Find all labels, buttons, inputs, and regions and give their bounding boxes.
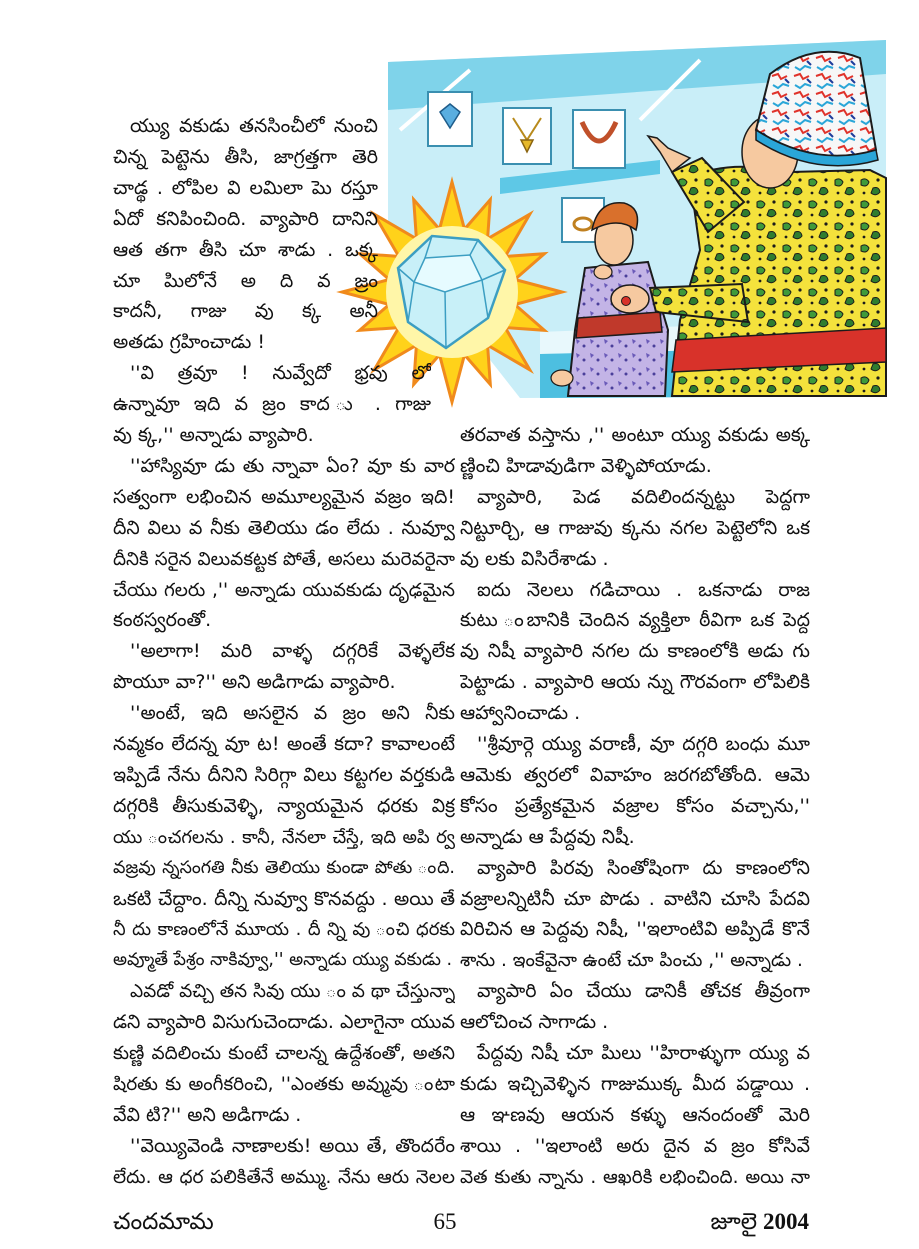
text-line: కంఠస్వరంతో.	[113, 609, 212, 632]
text-line: ''వి త్రవూ ! నువ్వేదో భ్రవు లో	[130, 362, 431, 385]
text-line: ''వెయ్యివెండి నాణాలకు! అయి తే, తొందరేం	[130, 1134, 455, 1157]
text-line: వు నిషీ వ్యాపారి నగల దు కాణంలోకి అడు గు	[460, 640, 810, 663]
text-line: వు లకు విసిరేశాడు .	[460, 547, 609, 570]
text-line: ఆమెకు త్వరలో వివాహం జరగబోతోంది. ఆమె	[460, 763, 810, 786]
boy-hand	[551, 370, 573, 386]
text-line: ఒకటి చేద్దాం. దీన్ని నువ్వూ కొనవద్దు . అయి తే	[113, 887, 455, 910]
text-line: చేయు గలరు ,'' అన్నాడు యువకుడు దృఢమైన	[113, 579, 455, 601]
text-line: కుడు ఇచ్చివెళ్ళిన గాజుముక్క మీద పడ్డాయి .	[460, 1072, 810, 1095]
text-line: శాను . ఇంకేవైనా ఉంటే చూ పించు ,'' అన్నాడు .	[460, 950, 803, 972]
text-line: తరవాత వస్తాను ,'' అంటూ య్యు వకుడు అక్క	[460, 424, 810, 446]
text-line: అవ్మూతే పేశ్రం నాకివ్వూ,'' అన్నాడు య్యు వకుడు .	[113, 950, 453, 971]
text-line: వ్యాపారి, పెడ వదిలిందన్నట్టు పెద్దగా	[477, 485, 810, 508]
boy-hand	[594, 265, 612, 279]
text-line: వజ్రవు న్నసంగతి నీకు తెలియు కుండా పోతు ంది.	[113, 857, 455, 878]
text-line: చిన్న పెట్టెను తీసి, జాగ్రత్తగా తెరి	[113, 145, 378, 168]
text-line: సత్వంగా లభించిన అమూల్యమైన వజ్రం ఇది!	[113, 485, 455, 508]
text-line: వ్యాపారి ఏం చేయు డానికీ తోచక తీవ్రంగా	[477, 980, 810, 1003]
page-number: 65	[433, 1209, 457, 1234]
text-line: ఉన్నావూ ఇది వ జ్రం కాద ు . గాజు	[113, 393, 431, 416]
text-line: వ్యాపారి పిరవు సింతోషింగా దు కాణంలోని	[477, 856, 810, 879]
text-line: ఎవడో వచ్చి తన సివు యు ం వ థా చేస్తున్నా	[130, 981, 455, 1003]
text-line: ఆత తగా తీసి చూ శాడు . ఒక్క	[113, 238, 378, 261]
text-line: పొయూ వా?'' అని అడిగాడు వ్యాపారి.	[113, 671, 396, 694]
page-footer	[0, 1204, 919, 1240]
issue-month: జూలై	[710, 1209, 757, 1235]
text-line: ఐదు నెలలు గడిచాయి . ఒకనాడు రాజ	[477, 578, 810, 601]
text-line: వెత కుతు న్నాను . ఆఖరికి లభించింది. అయి నా	[460, 1166, 810, 1188]
text-line: ఇప్పిడే నేను దీనిని సిరిగ్గా విలు కట్టగల వర్తకుడి	[113, 763, 455, 786]
text-line: పెట్టాడు . వ్యాపారి ఆయ న్ను గౌరవంగా లోపిలికి	[460, 671, 810, 694]
text-line: విరిచిన ఆ పెద్దవు నిషీ, ''ఇలాంటివి అప్పిడే కొనే	[460, 918, 810, 941]
text-line: ఆలోచించ సాగాడు .	[460, 1011, 609, 1034]
text-line: కోసం ప్రత్యేకమైన వజ్రాల కోసం వచ్చాను,''	[460, 794, 810, 817]
text-line: దీని విలు వ నీకు తెలియు డం లేదు . నువ్వూ	[113, 516, 455, 539]
magazine-name: చందమామ	[113, 1209, 214, 1235]
left-text-column	[113, 111, 458, 1201]
issue-year: 2004	[763, 1209, 809, 1234]
text-line: అన్నాడు ఆ పేద్దవు నిషీ.	[460, 825, 635, 848]
text-line: ఆహ్వానించాడు .	[460, 702, 581, 725]
ring-icon	[622, 297, 631, 306]
text-line: నీ దు కాణంలోనే మూయ . దీ న్ని వు ంచి ధరకు	[113, 919, 455, 941]
issue-date	[710, 1204, 809, 1240]
text-line: ఏదో కనిపించింది. వ్యాపారి దానిని	[113, 207, 378, 230]
text-line: దీనికి సరైన విలువకట్టక పోతే, అసలు మరెవరైనా	[113, 548, 455, 570]
text-line: ణ్ణించి హిడావుడిగా వెళ్ళిపోయాడు.	[460, 454, 712, 477]
text-line: డని వ్యాపారి విసుగుచెందాడు. ఎలాగైనా యువ	[113, 1011, 455, 1034]
text-line: ''హాస్యివూ డు తు న్నావా ఏం? వూ కు వార	[130, 454, 455, 477]
text-line: దగ్గరికి తీసుకువెళ్ళి, న్యాయమైన ధరకు విక్ర	[113, 794, 455, 817]
text-line: ''శ్రీవూర్గె య్యు వరాణీ, వూ దగ్గరి బంధు మూ	[477, 733, 810, 755]
text-line: చూ పిులోనే అ ది వ జ్రం	[113, 269, 378, 292]
text-line: వేవి టి?'' అని అడిగాడు .	[113, 1103, 302, 1126]
text-line: నవ్మకం లేదన్న వూ ట! అంతే కదా? కావాలంటే	[113, 733, 455, 755]
text-line: అతడు గ్రహించాడు !	[113, 331, 266, 354]
display-card	[503, 108, 551, 164]
text-line: లేదు. ఆ ధర పలికితేనే అమ్ము. నేను ఆరు నెలల	[113, 1166, 455, 1188]
text-line: వజ్రాలన్నిటినీ చూ పొడు . వాటిని చూసి పేదవి	[460, 887, 810, 910]
text-line: యు ంచగలను . కానీ, నేనలా చేస్తే, ఇది అపి ర్వ	[113, 826, 455, 848]
text-line: నిట్టూర్చి, ఆ గాజువు క్కను నగల పెట్టెలోని ఒక	[460, 516, 810, 539]
text-line: కాదనీ, గాజు వు క్క అనీ	[113, 300, 378, 323]
text-line: ''అంటే, ఇది అసలైన వ జ్రం అని నీకు	[130, 702, 455, 725]
text-line: శాయి . ''ఇలాంటి అరు దైన వ జ్రం కోసివే	[460, 1134, 810, 1157]
text-line: వు క్క,'' అన్నాడు వ్యాపారి.	[113, 424, 314, 446]
text-line: ఆ ఞణవు ఆయన కళ్ళు ఆనందంతో మెరి	[460, 1103, 810, 1126]
text-line: షిరతు కు అంగీకరించి, ''ఎంతకు అవ్మువు ంటా	[113, 1073, 455, 1095]
text-line: కుణ్ణి వదిలించు కుంటే చాలన్న ఉద్దేశంతో, అతని	[113, 1043, 455, 1064]
text-line: చాడ్థ . లోపిల వి లమిలా పెు రస్తూ	[113, 176, 378, 199]
right-text-column	[460, 420, 812, 1201]
text-line: ''అలాగా! మరి వాళ్ళ దగ్గరికే వెళ్ళలేక	[130, 640, 455, 663]
text-line: పేద్దవు నిషీ చూ పిులు ''హిరాళ్ళుగా య్యు వ	[477, 1042, 810, 1064]
text-line: య్యు వకుడు తనసించీలో నుంచి	[130, 115, 378, 137]
text-line: కుటు ంబానికి చెందిన వ్యక్తిలా ఠీవిగా ఒక పెద్ద	[460, 609, 810, 632]
